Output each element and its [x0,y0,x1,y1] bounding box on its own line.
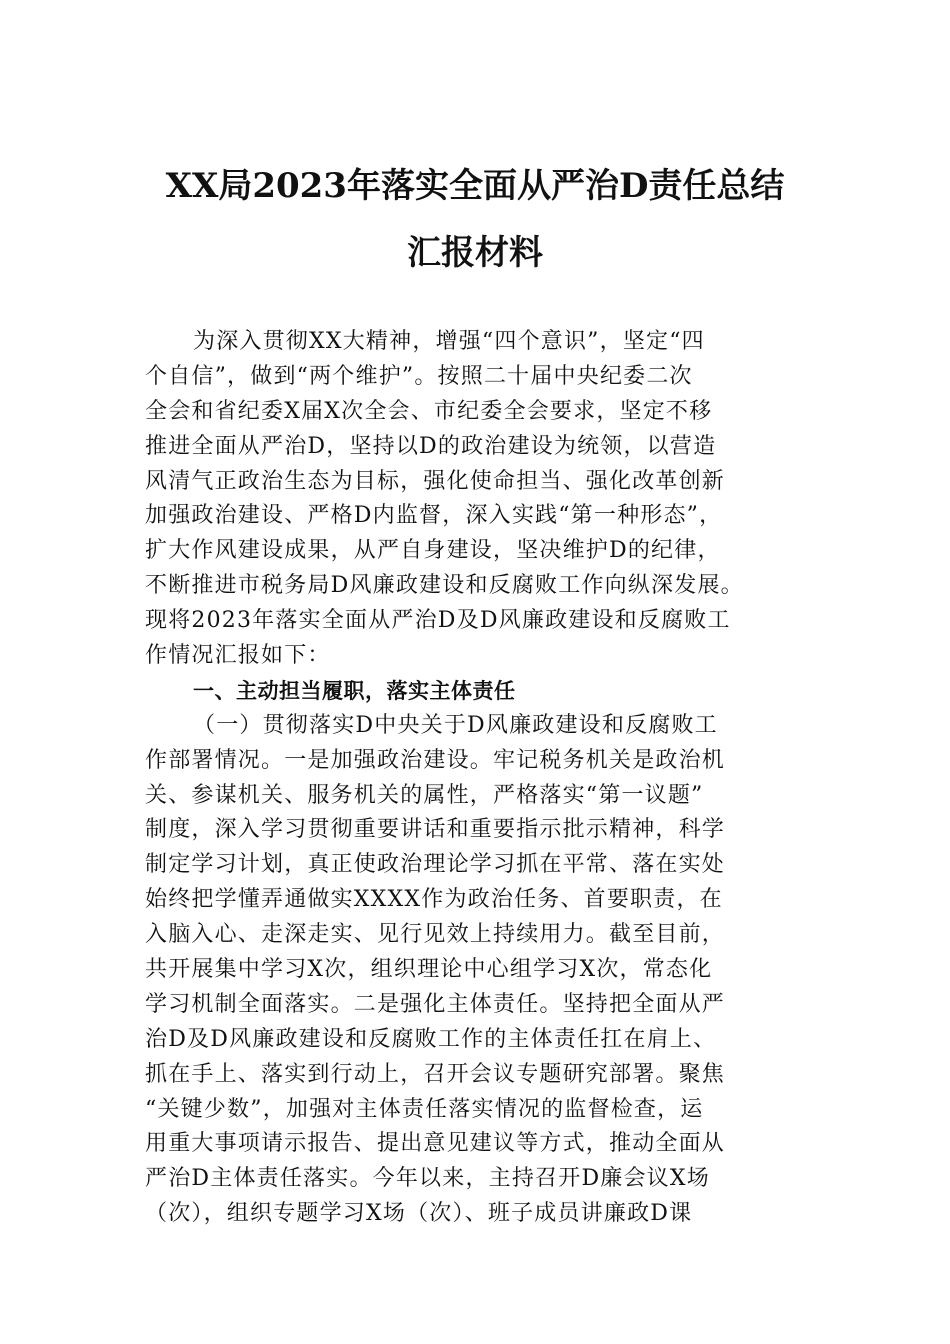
section-heading: 一、主动担当履职，落实主体责任 [193,678,516,703]
paragraph-line: 作情况汇报如下： [145,643,331,669]
paragraph-line: 治D及D风廉政建设和反腐败工作的主体责任扛在肩上、 [145,1026,717,1052]
paragraph-line: 全会和省纪委X届X次全会、市纪委全会要求，坚定不移 [145,398,713,424]
paragraph-line: 入脑入心、走深走实、见行见效上持续用力。截至目前， [145,922,726,948]
paragraph-line: 加强政治建设、严格D内监督，深入实践“第一种形态”， [145,503,723,529]
paragraph-line: 抓在手上、落实到行动上，召开会议专题研究部署。聚焦 [145,1061,726,1087]
paragraph-line: 严治D主体责任落实。今年以来，主持召开D廉会议X场 [145,1166,710,1192]
paragraph-line: 扩大作风建设成果，从严自身建设，坚决维护D的纪律， [145,538,721,564]
paragraph-line: 制度，深入学习贯彻重要讲话和重要指示批示精神，科学 [145,817,726,843]
paragraph-line: 始终把学懂弄通做实XXXX作为政治任务、首要职责，在 [145,887,723,913]
paragraph-line: 不断推进市税务局D风廉政建设和反腐败工作向纵深发展。 [145,573,744,599]
paragraph-line: “关键少数”，加强对主体责任落实情况的监督检查，运 [145,1096,704,1122]
paragraph-line: 作部署情况。一是加强政治建设。牢记税务机关是政治机 [145,747,726,773]
paragraph-line: 现将2023年落实全面从严治D及D风廉政建设和反腐败工 [145,608,731,634]
paragraph-line: 关、参谋机关、服务机关的属性，严格落实“第一议题” [145,782,704,808]
paragraph-line: 学习机制全面落实。二是强化主体责任。坚持把全面从严 [145,991,726,1017]
paragraph-line: 为深入贯彻XX大精神，增强“四个意识”，坚定“四 [193,329,705,354]
paragraph-line: （次），组织专题学习X场（次）、班子成员讲廉政D课 [145,1201,693,1227]
paragraph-line: 制定学习计划，真正使政治理论学习抓在平常、落在实处 [145,852,726,878]
document-title-line-2: 汇报材料 [407,233,543,273]
paragraph-line: （一）贯彻落实D中央关于D风廉政建设和反腐败工 [193,712,718,738]
paragraph-line: 推进全面从严治D，坚持以D的政治建设为统领，以营造 [145,433,717,459]
paragraph-line: 个自信”，做到“两个维护”。按照二十届中央纪委二次 [145,363,693,389]
paragraph-line: 共开展集中学习X次，组织理论中心组学习X次，常态化 [145,957,713,983]
paragraph-line: 用重大事项请示报告、提出意见建议等方式，推动全面从 [145,1131,726,1157]
document-body [145,325,815,1232]
document-title-line-1: XX局2023年落实全面从严治D责任总结 [165,166,785,206]
paragraph-line: 风清气正政治生态为目标，强化使命担当、强化改革创新 [145,468,726,494]
